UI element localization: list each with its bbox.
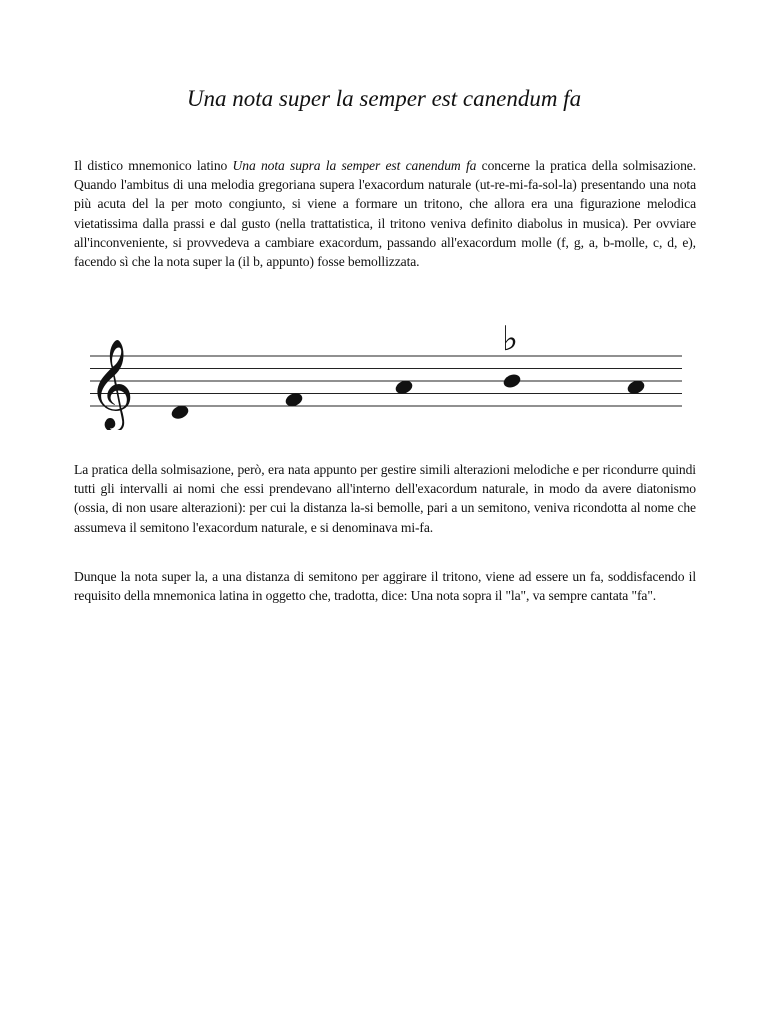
paragraph-3: Dunque la nota super la, a una distanza di semitono per aggirare il tritono, viene ad essere un fa, soddisfacendo il requisito della mnemonica latina in oggetto che, tradotta, dice: Una nota sopra il "la", va sempre cantata "fa". [74, 569, 696, 604]
paragraph-2: La pratica della solmisazione, però, era nata appunto per gestire simili alterazioni melodiche e per ricondurre quindi tutti gli intervalli ai nomi che essi prendevano all'interno dell'exacordum naturale, in modo da avere diatonismo (ossia, di non usare alterazioni): per cui la distanza la-si bemolle, pari a un semitono, veniva ricondotta al nome che assumeva il semitono l'exacordum naturale, e si denominava mi-fa. [74, 462, 696, 535]
staff-lines [90, 356, 682, 406]
paragraph-1-start: Il distico mnemonico latino [74, 158, 233, 173]
flat-icon: ♭ [502, 320, 519, 359]
note-head-b4 [502, 372, 522, 390]
document-title: Una nota super la semper est canendum fa [186, 86, 582, 111]
music-staff [80, 320, 686, 430]
paragraph-1-rest: concerne la pratica della solmisazione. Quando l'ambitus di una melodia gregoriana supera l'exacordum naturale (ut-re-mi-fa-sol-la) presentando una nota più acuta del la per moto congiunto, si viene a formare un tritono, che allora era una figurazione melodica vietatissima dalla prassi e dal gusto (nella trattatistica, il tritono veniva definito diabolus in musica). Per ovviare all'inconveniente, si provvedeva a cambiare exacordum, passando all'exacordum molle (f, g, a, b-molle, c, d, e), facendo sì che la nota super la (il b, appunto) fosse bemollizzata. [74, 158, 697, 270]
paragraph-1-latin-quote: Una nota supra la semper est canendum fa [232, 158, 477, 173]
treble-clef-icon: 𝄞 [88, 339, 135, 429]
paragraph-1 [74, 156, 696, 271]
